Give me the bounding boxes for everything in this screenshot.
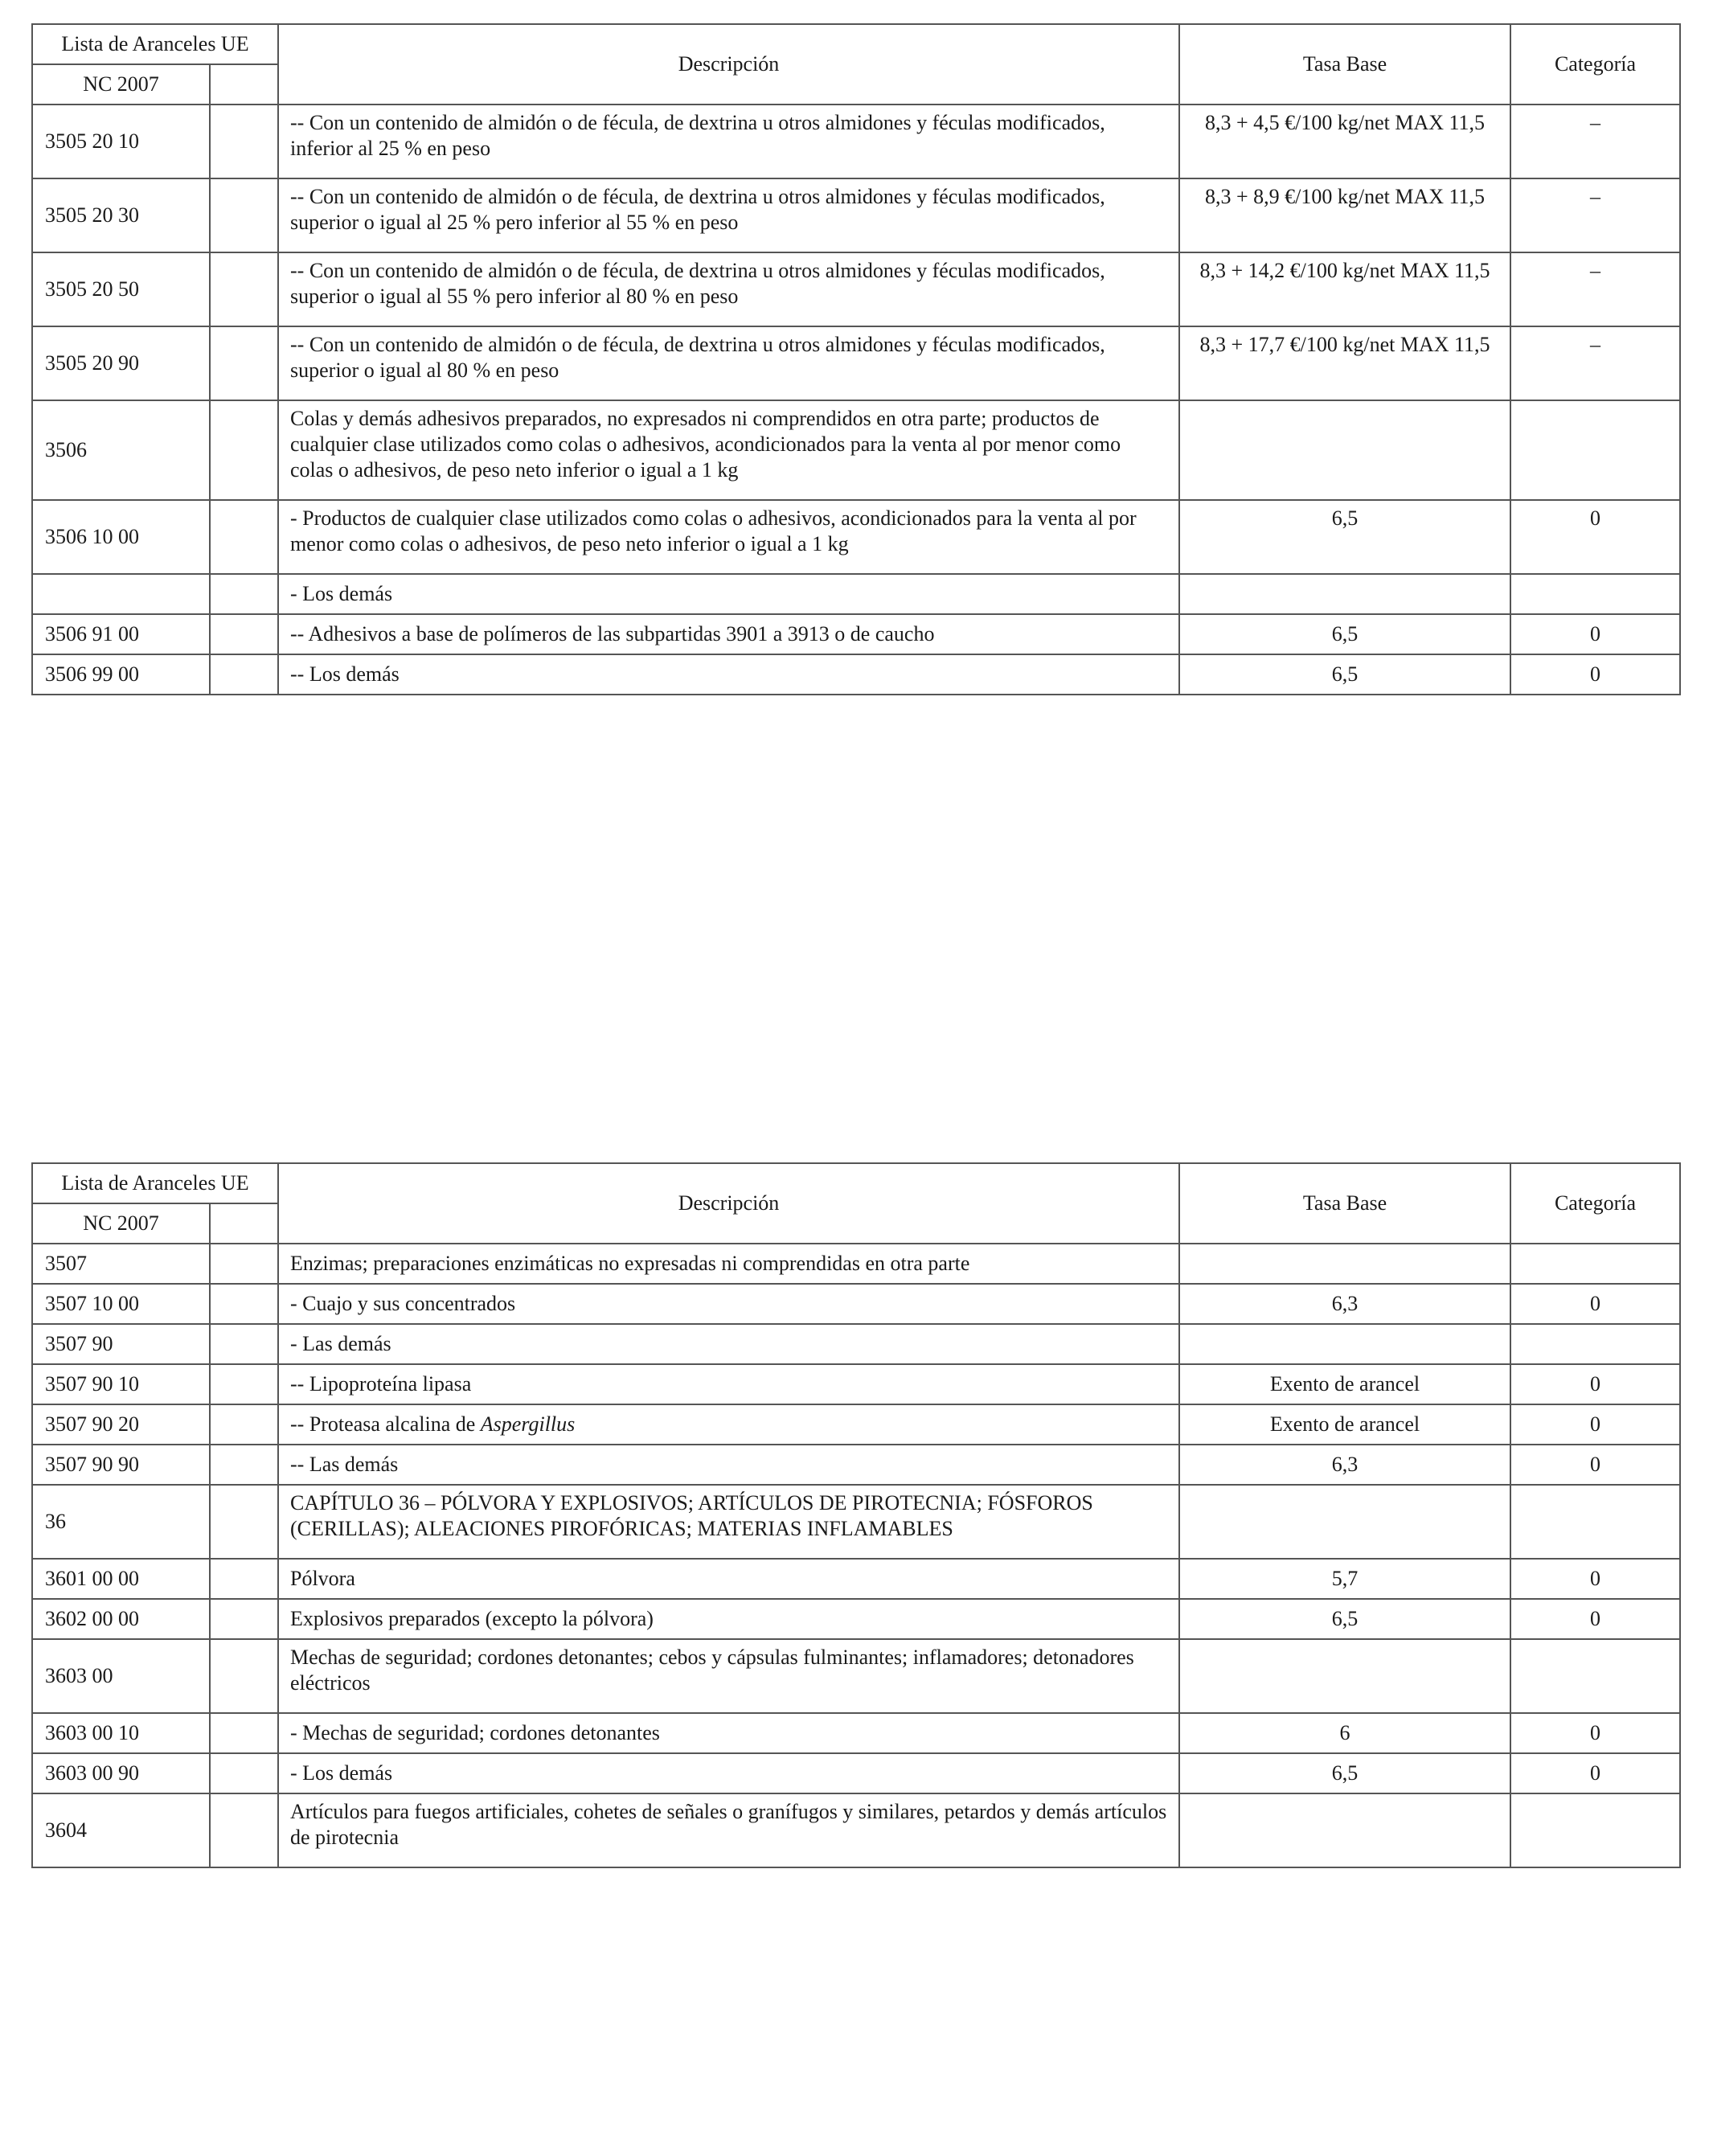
description-cell <box>278 1244 1179 1284</box>
header-description: Descripción <box>278 24 1179 105</box>
description-cell <box>278 500 1179 574</box>
nc-code-cell: 3505 20 30 <box>32 178 210 252</box>
nc-code-cell: 3505 20 10 <box>32 105 210 178</box>
description-text: Pólvora <box>290 1567 355 1590</box>
description-text: Artículos para fuegos artificiales, cohetes de señales o granífugos y similares, petardos y demás artículos de pirotecnia <box>290 1800 1167 1849</box>
nc-code-cell: 3506 10 00 <box>32 500 210 574</box>
table-row <box>32 500 1680 574</box>
nc-subcell <box>210 1713 278 1753</box>
table-row <box>32 178 1680 252</box>
nc-subcell <box>210 500 278 574</box>
description-italic-text: Aspergillus <box>480 1412 576 1436</box>
table-row <box>32 654 1680 695</box>
category-cell: – <box>1510 178 1680 252</box>
description-cell <box>278 1284 1179 1324</box>
header-list-label: Lista de Aranceles UE <box>32 1163 278 1203</box>
nc-code-cell: 3603 00 <box>32 1639 210 1713</box>
description-text: Colas y demás adhesivos preparados, no expresados ni comprendidos en otra parte; productos de cualquier clase utilizados como colas o adhesivos, acondicionados para la venta al por menor como colas o adhesivos, de peso neto inferior o igual a 1 kg <box>290 407 1121 482</box>
category-cell <box>1510 1793 1680 1867</box>
table-row <box>32 1244 1680 1284</box>
nc-subcell <box>210 1599 278 1639</box>
category-cell: – <box>1510 105 1680 178</box>
nc-code-cell: 3603 00 90 <box>32 1753 210 1793</box>
description-text: - Las demás <box>290 1332 391 1355</box>
table-row <box>32 400 1680 500</box>
base-rate-cell <box>1179 1244 1510 1284</box>
description-text: -- Adhesivos a base de polímeros de las subpartidas 3901 a 3913 o de caucho <box>290 622 935 646</box>
nc-code-cell <box>32 574 210 614</box>
table-row <box>32 1445 1680 1485</box>
base-rate-cell: 6,5 <box>1179 500 1510 574</box>
description-cell <box>278 574 1179 614</box>
nc-code-cell: 3602 00 00 <box>32 1599 210 1639</box>
base-rate-cell: 5,7 <box>1179 1559 1510 1599</box>
nc-subcell <box>210 1364 278 1404</box>
description-text: CAPÍTULO 36 – PÓLVORA Y EXPLOSIVOS; ARTÍCULOS DE PIROTECNIA; FÓSFOROS (CERILLAS); ALEACIONES PIROFÓRICAS; MATERIAS INFLAMABLES <box>290 1491 1093 1540</box>
table-row <box>32 326 1680 400</box>
nc-code-cell: 3507 90 <box>32 1324 210 1364</box>
nc-subcell <box>210 1284 278 1324</box>
description-text: -- Con un contenido de almidón o de fécula, de dextrina u otros almidones y féculas modificados, inferior al 25 % en peso <box>290 111 1105 160</box>
category-cell: 0 <box>1510 1559 1680 1599</box>
nc-code-cell: 3507 10 00 <box>32 1284 210 1324</box>
base-rate-cell: 6,5 <box>1179 614 1510 654</box>
description-text: - Los demás <box>290 582 393 605</box>
table-body <box>32 105 1680 695</box>
description-cell <box>278 1639 1179 1713</box>
nc-subcell <box>210 1559 278 1599</box>
description-cell <box>278 614 1179 654</box>
table-row <box>32 1639 1680 1713</box>
table-row <box>32 1599 1680 1639</box>
category-cell: 0 <box>1510 500 1680 574</box>
tariff-table-1 <box>31 23 1681 695</box>
category-cell: 0 <box>1510 1713 1680 1753</box>
nc-subcell <box>210 178 278 252</box>
description-text: - Cuajo y sus concentrados <box>290 1292 516 1315</box>
description-text: Explosivos preparados (excepto la pólvora) <box>290 1607 654 1630</box>
table-row <box>32 1324 1680 1364</box>
base-rate-cell: 6 <box>1179 1713 1510 1753</box>
category-cell: 0 <box>1510 1404 1680 1445</box>
table-row <box>32 614 1680 654</box>
nc-subcell <box>210 1324 278 1364</box>
nc-code-cell: 3505 20 50 <box>32 252 210 326</box>
description-cell <box>278 1713 1179 1753</box>
category-cell: 0 <box>1510 1364 1680 1404</box>
header-description: Descripción <box>278 1163 1179 1244</box>
category-cell: 0 <box>1510 614 1680 654</box>
nc-subcell <box>210 574 278 614</box>
description-cell <box>278 1559 1179 1599</box>
nc-subcell <box>210 1639 278 1713</box>
category-cell: 0 <box>1510 1284 1680 1324</box>
nc-subcell <box>210 1793 278 1867</box>
category-cell: – <box>1510 252 1680 326</box>
table-row <box>32 1485 1680 1559</box>
category-cell: 0 <box>1510 1599 1680 1639</box>
base-rate-cell <box>1179 1324 1510 1364</box>
category-cell <box>1510 1324 1680 1364</box>
table-row <box>32 1559 1680 1599</box>
header-nc-subcell <box>210 1203 278 1244</box>
description-text: -- Lipoproteína lipasa <box>290 1372 472 1396</box>
base-rate-cell <box>1179 1793 1510 1867</box>
category-cell: 0 <box>1510 1753 1680 1793</box>
description-cell <box>278 1485 1179 1559</box>
table-body <box>32 1244 1680 1867</box>
nc-code-cell: 3506 91 00 <box>32 614 210 654</box>
description-cell <box>278 1753 1179 1793</box>
nc-code-cell: 3507 90 10 <box>32 1364 210 1404</box>
header-category: Categoría <box>1510 24 1680 105</box>
base-rate-cell: 6,5 <box>1179 654 1510 695</box>
nc-subcell <box>210 614 278 654</box>
description-text: - Mechas de seguridad; cordones detonantes <box>290 1721 660 1744</box>
nc-code-cell: 3507 90 20 <box>32 1404 210 1445</box>
description-text: -- Con un contenido de almidón o de fécula, de dextrina u otros almidones y féculas modificados, superior o igual al 55 % pero inferior al 80 % en peso <box>290 259 1105 308</box>
category-cell: 0 <box>1510 654 1680 695</box>
description-cell <box>278 400 1179 500</box>
base-rate-cell <box>1179 1639 1510 1713</box>
description-cell <box>278 178 1179 252</box>
header-nc-2007: NC 2007 <box>32 64 210 105</box>
description-cell <box>278 1324 1179 1364</box>
description-text: Mechas de seguridad; cordones detonantes; cebos y cápsulas fulminantes; inflamadores; detonadores eléctricos <box>290 1646 1134 1695</box>
base-rate-cell <box>1179 1485 1510 1559</box>
nc-code-cell: 3506 99 00 <box>32 654 210 695</box>
description-text: -- Con un contenido de almidón o de fécula, de dextrina u otros almidones y féculas modificados, superior o igual al 25 % pero inferior al 55 % en peso <box>290 185 1105 234</box>
nc-code-cell: 3601 00 00 <box>32 1559 210 1599</box>
category-cell <box>1510 400 1680 500</box>
description-cell <box>278 326 1179 400</box>
table-row <box>32 1793 1680 1867</box>
description-cell <box>278 654 1179 695</box>
description-text: -- Los demás <box>290 662 400 686</box>
table-row <box>32 1284 1680 1324</box>
table-row <box>32 1713 1680 1753</box>
base-rate-cell: 6,3 <box>1179 1284 1510 1324</box>
nc-subcell <box>210 654 278 695</box>
nc-subcell <box>210 1445 278 1485</box>
base-rate-cell: 8,3 + 4,5 €/100 kg/net MAX 11,5 <box>1179 105 1510 178</box>
table-row <box>32 1364 1680 1404</box>
base-rate-cell: 6,5 <box>1179 1599 1510 1639</box>
nc-code-cell: 3505 20 90 <box>32 326 210 400</box>
header-nc-2007: NC 2007 <box>32 1203 210 1244</box>
table-row <box>32 1753 1680 1793</box>
category-cell: 0 <box>1510 1445 1680 1485</box>
description-cell <box>278 252 1179 326</box>
header-list-label: Lista de Aranceles UE <box>32 24 278 64</box>
nc-subcell <box>210 1753 278 1793</box>
description-text: -- Proteasa alcalina de <box>290 1412 481 1436</box>
nc-subcell <box>210 1485 278 1559</box>
description-text: -- Con un contenido de almidón o de fécula, de dextrina u otros almidones y féculas modificados, superior o igual al 80 % en peso <box>290 333 1105 382</box>
base-rate-cell: 8,3 + 14,2 €/100 kg/net MAX 11,5 <box>1179 252 1510 326</box>
header-base-rate: Tasa Base <box>1179 1163 1510 1244</box>
category-cell <box>1510 574 1680 614</box>
nc-subcell <box>210 1244 278 1284</box>
nc-subcell <box>210 1404 278 1445</box>
description-text: - Los demás <box>290 1761 393 1785</box>
tariff-table-2 <box>31 1162 1681 1868</box>
base-rate-cell: 8,3 + 8,9 €/100 kg/net MAX 11,5 <box>1179 178 1510 252</box>
table-row <box>32 105 1680 178</box>
nc-code-cell: 3506 <box>32 400 210 500</box>
base-rate-cell <box>1179 400 1510 500</box>
description-text: -- Las demás <box>290 1453 399 1476</box>
description-text: Enzimas; preparaciones enzimáticas no expresadas ni comprendidas en otra parte <box>290 1252 970 1275</box>
category-cell: – <box>1510 326 1680 400</box>
description-cell <box>278 1599 1179 1639</box>
base-rate-cell: 6,3 <box>1179 1445 1510 1485</box>
description-text: - Productos de cualquier clase utilizados como colas o adhesivos, acondicionados para la venta al por menor como colas o adhesivos, de peso neto inferior o igual a 1 kg <box>290 506 1137 555</box>
header-base-rate: Tasa Base <box>1179 24 1510 105</box>
description-cell <box>278 1793 1179 1867</box>
nc-subcell <box>210 400 278 500</box>
nc-subcell <box>210 105 278 178</box>
nc-code-cell: 3507 <box>32 1244 210 1284</box>
nc-code-cell: 3603 00 10 <box>32 1713 210 1753</box>
table-row <box>32 1404 1680 1445</box>
category-cell <box>1510 1485 1680 1559</box>
category-cell <box>1510 1639 1680 1713</box>
table-row <box>32 252 1680 326</box>
nc-code-cell: 3604 <box>32 1793 210 1867</box>
nc-code-cell: 3507 90 90 <box>32 1445 210 1485</box>
base-rate-cell: 6,5 <box>1179 1753 1510 1793</box>
base-rate-cell: Exento de arancel <box>1179 1364 1510 1404</box>
nc-subcell <box>210 326 278 400</box>
base-rate-cell <box>1179 574 1510 614</box>
description-cell <box>278 1404 1179 1445</box>
description-cell <box>278 105 1179 178</box>
nc-code-cell: 36 <box>32 1485 210 1559</box>
table-row <box>32 574 1680 614</box>
base-rate-cell: Exento de arancel <box>1179 1404 1510 1445</box>
description-cell <box>278 1364 1179 1404</box>
base-rate-cell: 8,3 + 17,7 €/100 kg/net MAX 11,5 <box>1179 326 1510 400</box>
category-cell <box>1510 1244 1680 1284</box>
header-category: Categoría <box>1510 1163 1680 1244</box>
description-cell <box>278 1445 1179 1485</box>
nc-subcell <box>210 252 278 326</box>
header-nc-subcell <box>210 64 278 105</box>
